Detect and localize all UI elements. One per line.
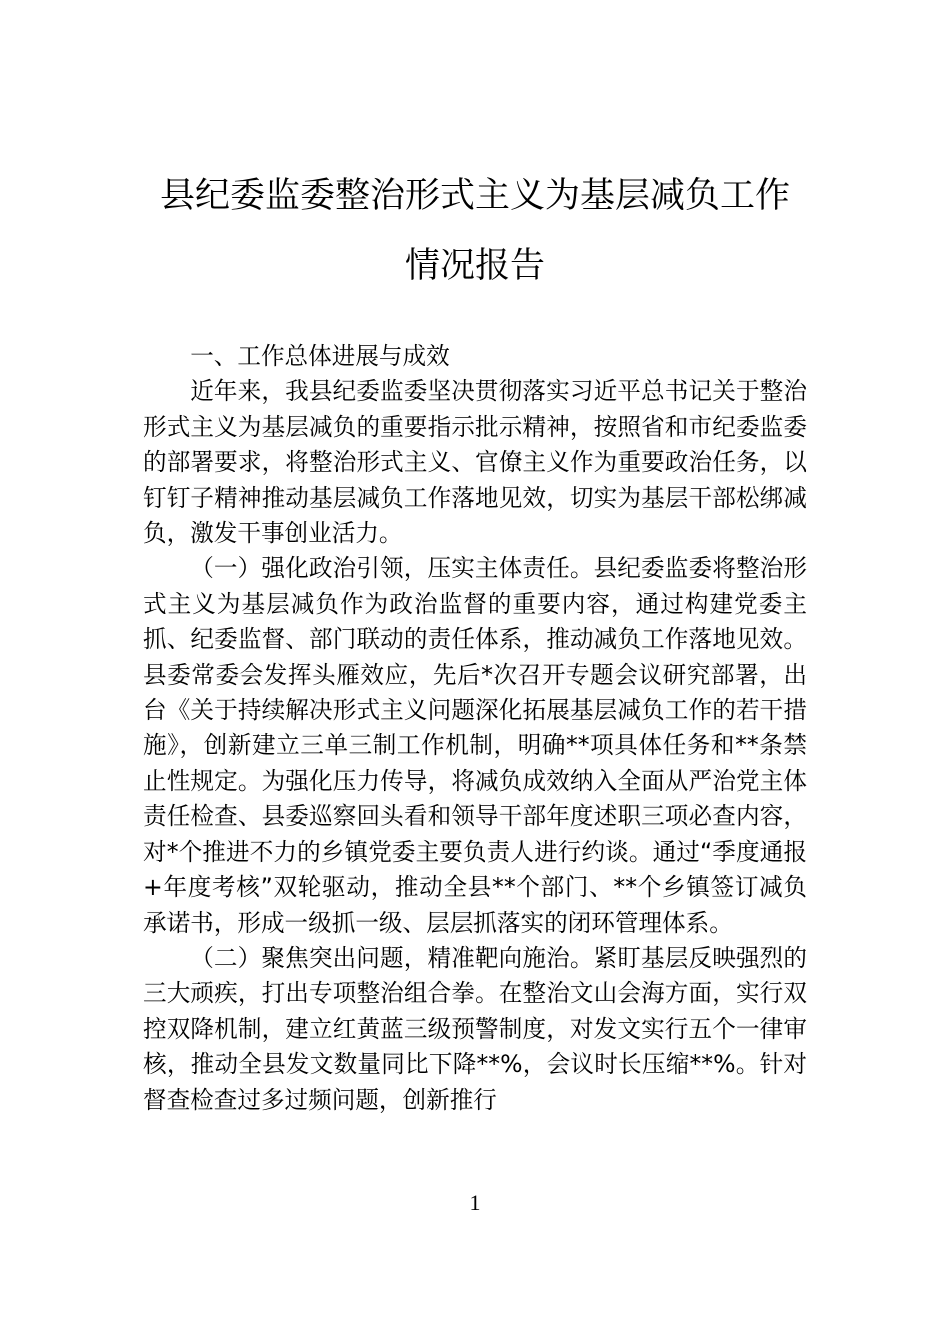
- page-number: 1: [469, 1190, 481, 1215]
- section-heading: 一、工作总体进展与成效: [190, 342, 450, 370]
- document-body: [143, 339, 807, 1118]
- body-paragraph: 近年来，我县纪委监委坚决贯彻落实习近平总书记关于整治形式主义为基层减负的重要指示批示精神，按照省和市纪委监委的部署要求，将整治形式主义、官僚主义作为重要政治任务，以钉钉子精神推动基层减负工作落地见效，切实为基层干部松绑减负，激发干事创业活力。: [143, 377, 807, 548]
- document-title-line-1: 县纪委监委整治形式主义为基层减负工作: [159, 176, 790, 216]
- body-paragraph: （二）聚焦突出问题，精准靶向施治。紧盯基层反映强烈的三大顽疾，打出专项整治组合拳。在整治文山会海方面，实行双控双降机制，建立红黄蓝三级预警制度，对发文实行五个一律审核，推动全县发文数量同比下降**%，会议时长压缩**%。针对督查检查过多过频问题，创新推行: [143, 943, 807, 1114]
- document-title-line-2: 情况报告: [404, 246, 545, 286]
- body-paragraph: （一）强化政治引领，压实主体责任。县纪委监委将整治形式主义为基层减负作为政治监督的重要内容，通过构建党委主抓、纪委监督、部门联动的责任体系，推动减负工作落地见效。县委常委会发挥头雁效应，先后*次召开专题会议研究部署，出台《关于持续解决形式主义问题深化拓展基层减负工作的若干措施》，创新建立三单三制工作机制，明确**项具体任务和**条禁止性规定。为强化压力传导，将减负成效纳入全面从严治党主体责任检查、县委巡察回头看和领导干部年度述职三项必查内容，对*个推进不力的乡镇党委主要负责人进行约谈。通过“季度通报+年度考核”双轮驱动，推动全县**个部门、**个乡镇签订减负承诺书，形成一级抓一级、层层抓落实的闭环管理体系。: [143, 554, 807, 937]
